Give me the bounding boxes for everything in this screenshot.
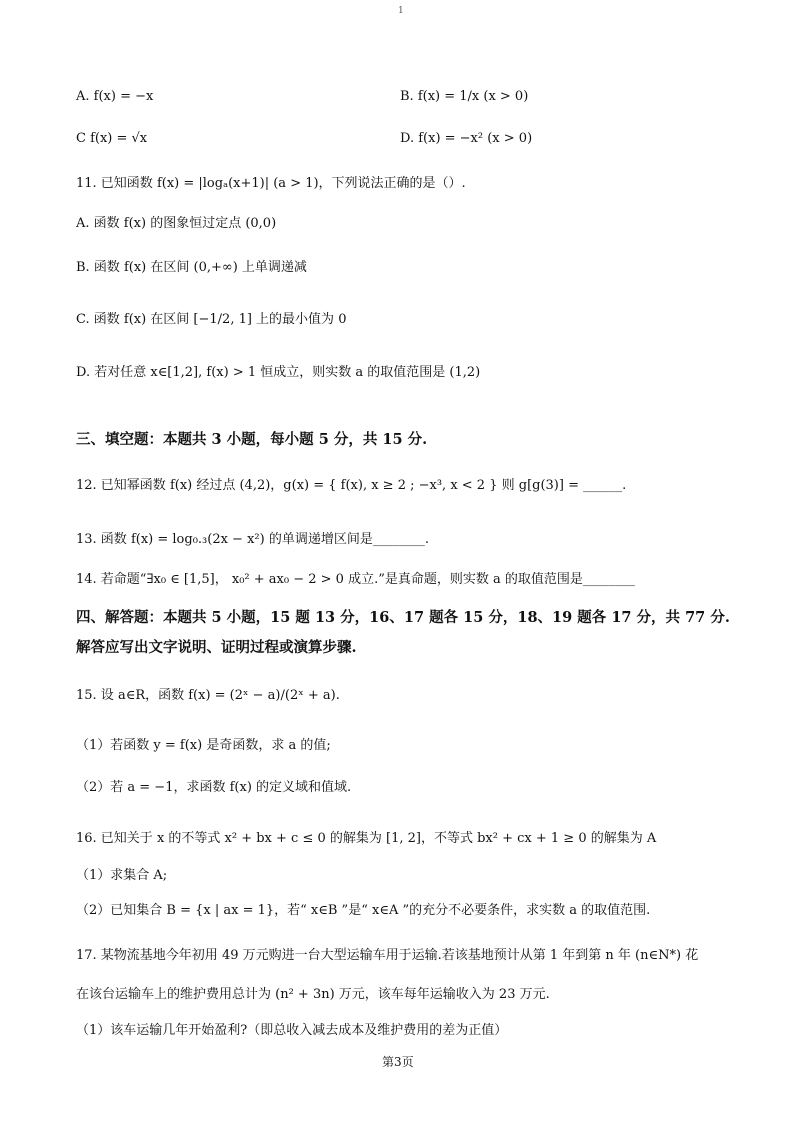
section4-title-line1: 四、解答题：本题共 5 小题，15 题 13 分，16、17 题各 15 分，18、19 题各 17 分，共 77 分.	[76, 609, 730, 626]
q13: 13. 函数 f(x) = log₀.₃(2x − x²) 的单调递增区间是________.	[76, 532, 429, 547]
q15-part1: （1）若函数 y = f(x) 是奇函数，求 a 的值;	[76, 738, 331, 753]
q15-stem: 15. 设 a∈R，函数 f(x) = (2ˣ − a)/(2ˣ + a).	[76, 688, 340, 703]
section4-title-line2: 解答应写出文字说明、证明过程或演算步骤.	[76, 639, 357, 656]
q11-option-c: C. 函数 f(x) 在区间 [−1/2, 1] 上的最小值为 0	[76, 312, 347, 327]
section3-title: 三、填空题：本题共 3 小题，每小题 5 分，共 15 分.	[76, 431, 428, 448]
q16-stem: 16. 已知关于 x 的不等式 x² + bx + c ≤ 0 的解集为 [1, 2]，不等式 bx² + cx + 1 ≥ 0 的解集为 A	[76, 831, 657, 846]
q10-option-a: A. f(x) = −x	[76, 89, 154, 104]
q11-option-d: D. 若对任意 x∈[1,2], f(x) > 1 恒成立，则实数 a 的取值范围是 (1,2)	[76, 365, 481, 380]
page-number: 第3页	[382, 1055, 414, 1069]
q17-part1: （1）该车运输几年开始盈利?（即总收入减去成本及维护费用的差为正值）	[76, 1023, 508, 1038]
q11-stem: 11. 已知函数 f(x) = |logₐ(x+1)| (a > 1)，下列说法正确的是（）.	[76, 176, 466, 191]
q16-part2: （2）已知集合 B = {x | ax = 1}，若“ x∈B ”是“ x∈A ”的充分不必要条件，求实数 a 的取值范围.	[76, 903, 651, 918]
q10-option-b: B. f(x) = 1/x (x > 0)	[400, 89, 529, 104]
header-mark: 1	[398, 6, 404, 16]
q16-part1: （1）求集合 A;	[76, 868, 168, 883]
q11-option-a: A. 函数 f(x) 的图象恒过定点 (0,0)	[76, 216, 277, 231]
q15-part2: （2）若 a = −1，求函数 f(x) 的定义域和值域.	[76, 780, 352, 795]
q17-line2: 在该台运输车上的维护费用总计为 (n² + 3n) 万元，该车每年运输收入为 23 万元.	[76, 987, 550, 1002]
q10-option-c: C f(x) = √x	[76, 131, 148, 146]
q17-line1: 17. 某物流基地今年初用 49 万元购进一台大型运输车用于运输.若该基地预计从第 1 年到第 n 年 (n∈N*) 花	[76, 948, 699, 963]
q12: 12. 已知幂函数 f(x) 经过点 (4,2)，g(x) = { f(x), x ≥ 2 ; −x³, x < 2 } 则 g[g(3)] = ______.	[76, 478, 627, 493]
q11-option-b: B. 函数 f(x) 在区间 (0,+∞) 上单调递减	[76, 260, 307, 275]
q10-option-d: D. f(x) = −x² (x > 0)	[400, 131, 533, 146]
q14: 14. 若命题“∃x₀ ∈ [1,5]， x₀² + ax₀ − 2 > 0 成立.”是真命题，则实数 a 的取值范围是________	[76, 572, 635, 587]
